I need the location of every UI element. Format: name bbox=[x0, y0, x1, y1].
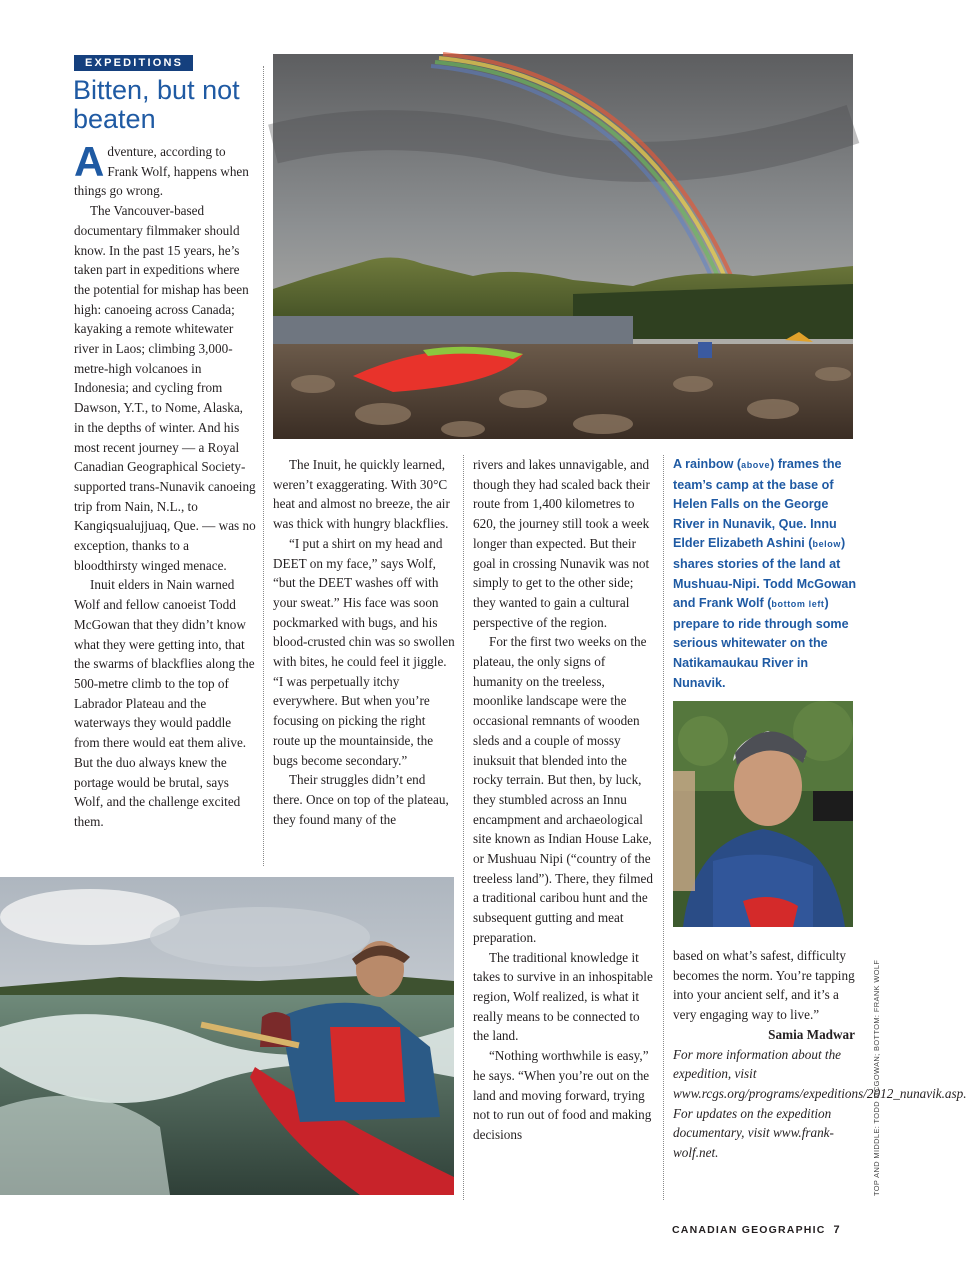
paragraph: rivers and lakes unnavigable, and though they had scaled back their route from 1,400 kilometres to 620, the journey still took a week longer than expected. But their goal in crossing Nunavik was not simply to get to the other side; they wanted to gain a cultural perspective of the region. bbox=[473, 457, 650, 630]
drop-cap: A bbox=[74, 138, 105, 185]
section-tag: EXPEDITIONS bbox=[74, 55, 193, 71]
article-title: Bitten, but not beaten bbox=[73, 75, 240, 134]
paragraph: Their struggles didn’t end there. Once on top of the plateau, they found many of the bbox=[273, 772, 449, 827]
paragraph: The Vancouver-based documentary filmmaker should know. In the past 15 years, he’s taken part in expeditions where the potential for mishap has been high: canoeing across Canada; kayaking a remote whitewater river in Laos; climbing 3,000-metre-high volcanoes in Indonesia; and cycling from Dawson, Y.T., to Nome, Alaska, in the depths of winter. And his most recent journey — a Royal Canadian Geographical Society-supported trans-Nunavik canoeing trip from Nain, N.L., to Kangiqsualujjuaq, Que. — was no exception, thanks to a bloodthirsty winged menace. bbox=[74, 203, 256, 573]
rainbow-camp-photo bbox=[273, 54, 853, 439]
whitewater-kayak-photo bbox=[0, 877, 454, 1195]
page-footer bbox=[672, 1224, 841, 1236]
paragraph: The Inuit, he quickly learned, weren’t exaggerating. With 30°C heat and almost no breeze, the air was thick with hungry blackflies. bbox=[273, 457, 450, 532]
text-column-2 bbox=[273, 455, 455, 829]
paragraph: The traditional knowledge it takes to survive in an inhospitable region, Wolf realized, is what it really means to be connected to the land. bbox=[473, 949, 653, 1044]
text-column-1 bbox=[74, 138, 256, 832]
opening-paragraph: Adventure, according to Frank Wolf, happens when things go wrong. bbox=[74, 138, 249, 199]
paragraph: For the first two weeks on the plateau, the only signs of humanity on the treeless, moonlike landscape were the occasional remnants of wooden sleds and a couple of mossy inuksuit that blended into the rocky terrain. But then, by luck, they stumbled across an Innu encampment and archaeological site known as Indian House Lake, or Mushuau Nipi (“country of the treeless land”). There, they filmed a traditional caribou hunt and the subsequent gutting and meat preparation. bbox=[473, 634, 653, 945]
photo-caption: A rainbow (above) frames the team’s camp at the base of Helen Falls on the George River in Nunavik, Que. Innu Elder Elizabeth Ashini (below) shares stories of the land at Mushuau-Nipi. Todd McGowan and Frank Wolf (bottom left) prepare to ride through some serious whitewater on the Natikamaukau River in Nunavik. bbox=[673, 457, 857, 690]
paragraph: “Nothing worthwhile is easy,” he says. “When you’re out on the land and moving forward, trying not to run out of food and making decisions bbox=[473, 1048, 652, 1142]
byline: Samia Madwar bbox=[768, 1026, 855, 1042]
more-info-note: For more information about the expedition, visit www.rcgs.org/programs/expeditions/2012_nunavik.asp. For updates on the expedition documentary, visit www.frank-wolf.net. bbox=[673, 1046, 967, 1161]
page-number: 7 bbox=[833, 1224, 841, 1236]
paragraph: “I put a shirt on my head and DEET on my face,” says Wolf, “but the DEET washes off with your sweat.” His face was soon pockmarked with bugs, and his blood-crusted chin was so swollen with bites, he could feel it jiggle. “I was perpetually itchy everywhere. But when you’re focusing on picking the right route up the mountainside, the bugs become secondary.” bbox=[273, 535, 455, 768]
paragraph: Inuit elders in Nain warned Wolf and fellow canoeist Todd McGowan that they didn’t know what they were getting into, that the swarms of blackflies along the 500-metre climb to the top of Labrador Plateau and the waterways they would paddle from there would eat them alive. But the duo always knew the portage would be brutal, says Wolf, and the challenge excited them. bbox=[74, 577, 255, 829]
elder-portrait-photo bbox=[673, 701, 853, 927]
column-divider bbox=[263, 66, 264, 866]
paragraph: based on what’s safest, difficulty becomes the norm. You’re tapping into your ancient self, and it’s a very engaging way to live.” bbox=[673, 948, 855, 1023]
text-column-3 bbox=[473, 455, 655, 1145]
photo-credit: TOP AND MIDDLE: TODD MCGOWAN; BOTTOM: FRANK WOLF bbox=[872, 959, 881, 1196]
column-divider bbox=[463, 455, 464, 1200]
column-divider bbox=[663, 455, 664, 1200]
publication-name: CANADIAN GEOGRAPHIC bbox=[672, 1224, 826, 1236]
